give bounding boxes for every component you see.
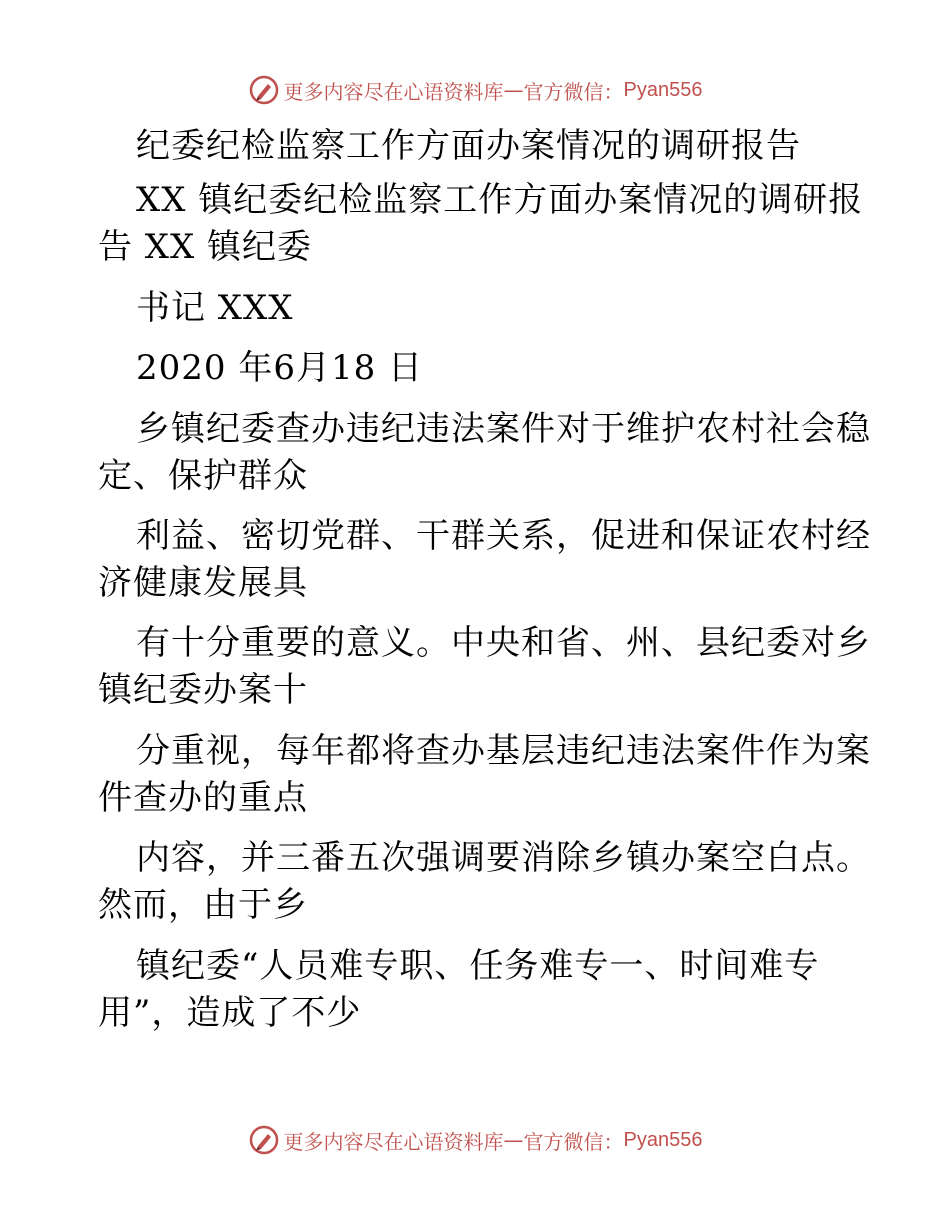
watermark-wechat-id: Pyan556 bbox=[623, 1128, 703, 1151]
document-line: 纪委纪检监察工作方面办案情况的调研报告 bbox=[136, 126, 801, 166]
document-line: 镇纪委办案十 bbox=[98, 670, 308, 710]
footer-watermark bbox=[0, 1120, 950, 1160]
watermark-text: 更多内容尽在心语资料库 bbox=[283, 79, 504, 104]
watermark-separator: — bbox=[503, 1128, 524, 1152]
document-line: 利益、密切党群、干群关系，促进和保证农村经 bbox=[136, 516, 871, 556]
document-line: 告 XX 镇纪委 bbox=[98, 227, 313, 267]
watermark-text: 更多内容尽在心语资料库 bbox=[283, 1129, 504, 1154]
document-line: 内容，并三番五次强调要消除乡镇办案空白点。 bbox=[136, 838, 871, 878]
document-line: 用”，造成了不少 bbox=[98, 993, 362, 1033]
document-line: 有十分重要的意义。中央和省、州、县纪委对乡 bbox=[136, 623, 871, 663]
watermark-separator: — bbox=[503, 78, 524, 102]
document-line: 件查办的重点 bbox=[98, 778, 308, 818]
pen-logo-icon bbox=[248, 74, 280, 106]
document-line: 然而，由于乡 bbox=[98, 885, 308, 925]
pen-logo-icon bbox=[248, 1124, 280, 1156]
document-line: 镇纪委“人员难专职、任务难专一、时间难专 bbox=[136, 946, 820, 986]
watermark-wechat-label: 官方微信： bbox=[523, 1129, 624, 1154]
watermark-wechat-id: Pyan556 bbox=[623, 78, 703, 101]
document-line: 分重视，每年都将查办基层违纪违法案件作为案 bbox=[136, 731, 871, 771]
document-line: XX 镇纪委纪检监察工作方面办案情况的调研报 bbox=[136, 180, 864, 220]
header-watermark bbox=[0, 70, 950, 110]
document-line: 定、保护群众 bbox=[98, 456, 308, 496]
document-line: 济健康发展具 bbox=[98, 563, 308, 603]
document-line: 2020 年6月18 日 bbox=[136, 348, 424, 388]
document-line: 乡镇纪委查办违纪违法案件对于维护农村社会稳 bbox=[136, 409, 871, 449]
document-line: 书记 XXX bbox=[136, 288, 294, 328]
watermark-wechat-label: 官方微信： bbox=[523, 79, 624, 104]
